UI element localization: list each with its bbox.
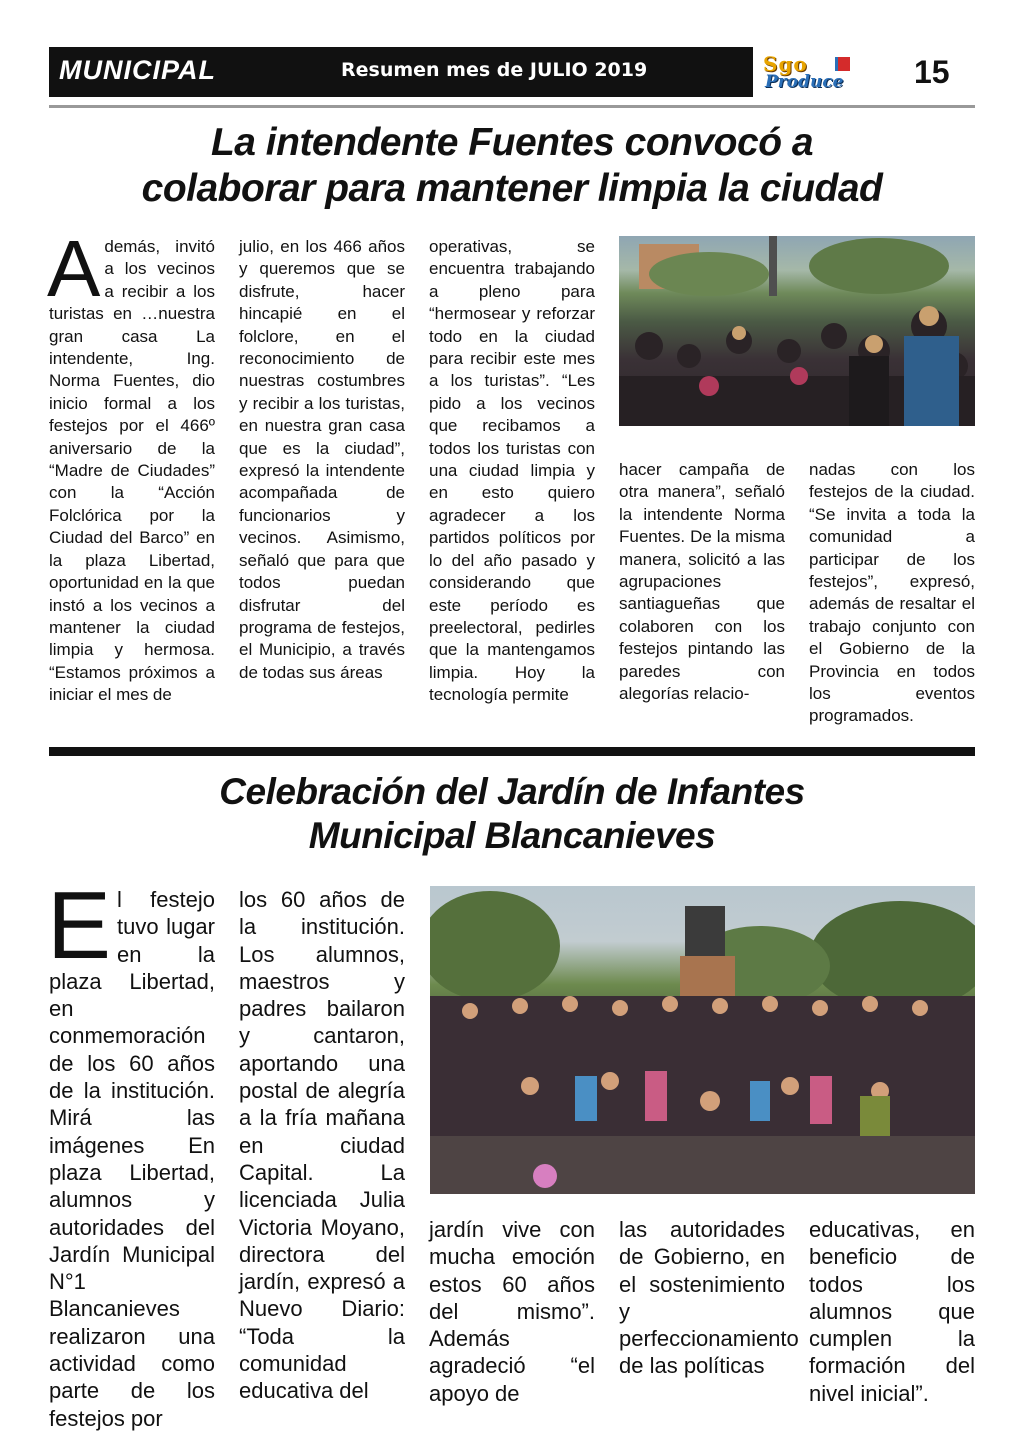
drop-cap: E: [47, 872, 112, 979]
headline-line: La intendente Fuentes convocó a: [210, 121, 814, 164]
article-2-column-2: los 60 años de la institución. Los alumnos, maestros y padres bailaron y cantaron, aportando una postal de alegría a la fría mañana en ciudad Capital. La licenciada Julia Victoria Moyano, directora del jardín, expresó a Nuevo Diario: “Toda la comunidad educativa del: [239, 887, 405, 1404]
drop-cap: A: [47, 224, 101, 313]
logo-line-1: Sgo: [763, 52, 808, 76]
article-1-column-2: julio, en los 466 años y queremos que se disfrute, hacer hincapié en el folclore, en el reconocimiento de nuestras costumbres y recibir a los turistas, en nuestra gran casa que es la ciudad”, expresó la intendente acompañada de funcionarios y vecinos. Asimismo, señaló que para que todos puedan disfrutar del programa de festejos, el Municipio, a través de todas sus áreas: [239, 237, 405, 682]
page-number: 15: [914, 54, 950, 90]
headline-line: Celebración del Jardín de Infantes: [219, 771, 805, 812]
section-name: MUNICIPAL: [59, 55, 216, 85]
article-1-column-3: operativas, se encuentra trabajando a pleno para “hermosear y reforzar todo en la ciudad para recibir este mes a los turistas”. “Les pido a los vecinos que recibamos a todos los turistas con una ciudad limpia y en esto quiero agradecer a los partidos políticos por lo del año pasado y considerando que este período es preelectoral, pedirles que la mantengamos limpia. Hoy la tecnología permite: [429, 237, 595, 705]
edition-label: Resumen mes de JULIO 2019: [341, 59, 648, 81]
flag-icon: [835, 57, 850, 71]
article-1-headline: [49, 120, 975, 212]
headline-line: colaborar para mantener limpia la ciudad: [141, 167, 883, 210]
photo-illustration: [619, 236, 975, 426]
article-1-column-4: hacer campaña de otra manera”, señaló la intendente Norma Fuentes. De la misma manera, solicitó a las agrupaciones santiagueñas que colaboren con los festejos pintando las paredes con alegorías relacio-: [619, 460, 785, 704]
publication-logo: [757, 52, 899, 94]
festival-dance-photo: [619, 236, 975, 426]
kindergarten-celebration-photo: [430, 886, 975, 1194]
article-2-column-4: las autoridades de Gobierno, en el sostenimiento y perfeccionamiento de las políticas: [619, 1217, 799, 1379]
headline-line: Municipal Blancanieves: [308, 815, 716, 856]
article-2-column-5: educativas, en beneficio de todos los alumnos que cumplen la formación del nivel inicial”.: [809, 1217, 975, 1406]
article-divider: [49, 747, 975, 756]
page-header: [49, 47, 753, 97]
article-1-column-5: nadas con los festejos de la ciudad. “Se invita a toda la comunidad a participar de los festejos”, expresó, además de resaltar el trabajo conjunto con el Gobierno de la Provincia en todos los eventos programados.: [809, 460, 975, 726]
column-text: l festejo tuvo lugar en la plaza Libertad, en conmemoración de los 60 años de la institución. Mirá las imágenes En plaza Libertad, alumnos y autoridades del Jardín Municipal N°1 Blancanieves realizaron una actividad como parte de los festejos por: [49, 887, 215, 1431]
article-1-column-1: [47, 224, 215, 707]
article-2-column-1: [47, 872, 215, 1432]
photo-illustration: [430, 886, 975, 1194]
article-2-column-3: jardín vive con mucha emoción estos 60 años del mismo”. Además agradeció “el apoyo de: [429, 1217, 595, 1406]
article-2-headline: [49, 770, 975, 858]
column-text: demás, invitó a los vecinos a recibir a los turistas en …nuestra gran casa La intendente, Ing. Norma Fuentes, dio inicio formal a los festejos por el 466º aniversario de la “Madre de Ciudades” con la “Acción Folclórica por la Ciudad del Barco” en la plaza Libertad, oportunidad en la que instó a los vecinos a mantener la ciudad limpia y hermosa. “Estamos próximos a iniciar el mes de: [49, 237, 215, 705]
logo-line-2: Produce: [765, 72, 844, 92]
header-divider: [49, 105, 975, 108]
